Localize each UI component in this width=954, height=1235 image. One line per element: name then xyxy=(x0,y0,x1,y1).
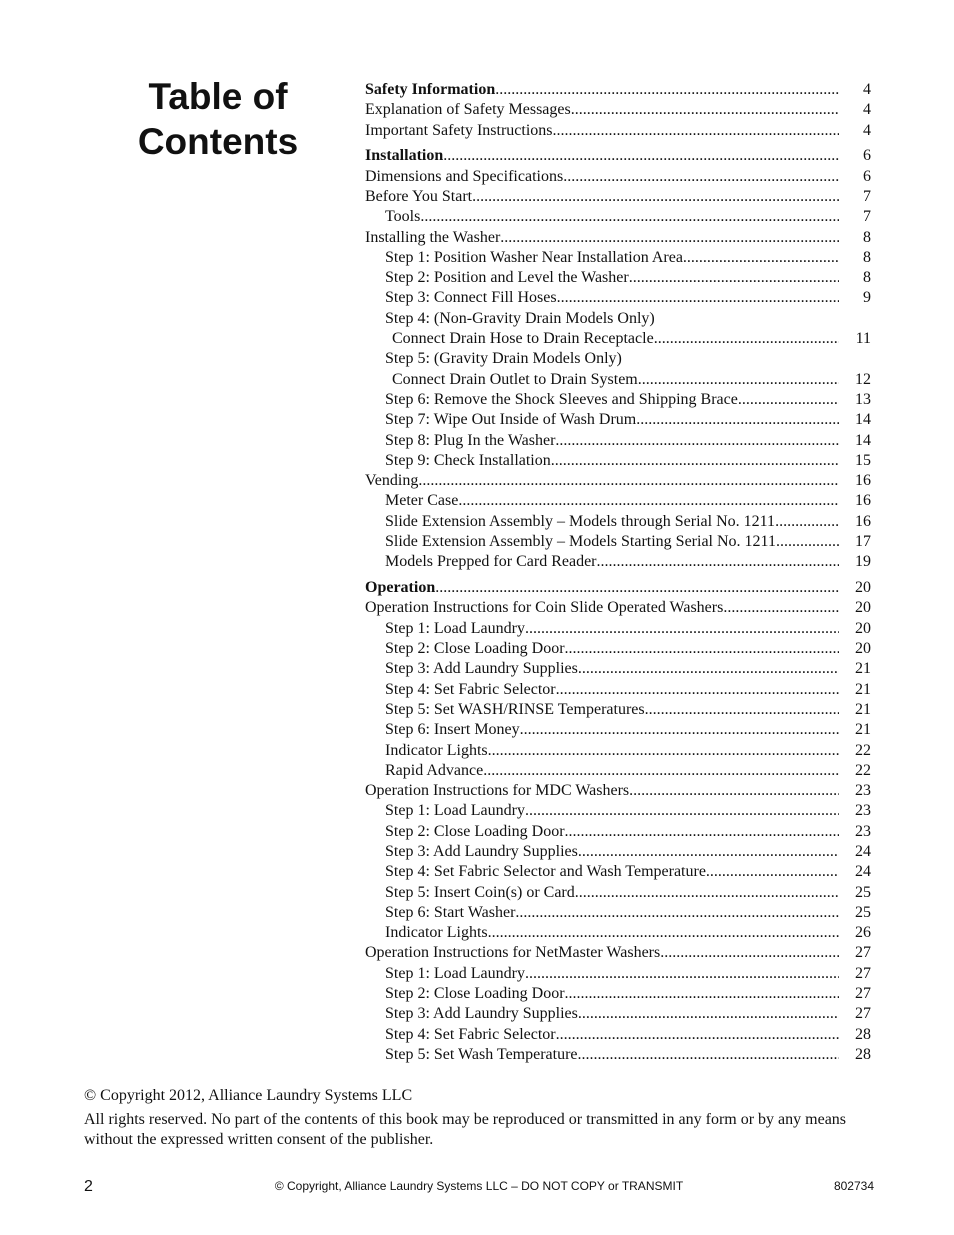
toc-entry[interactable] xyxy=(365,761,871,781)
toc-entry-page: 14 xyxy=(855,411,871,429)
toc-entry[interactable] xyxy=(365,80,871,100)
toc-entry-label: Step 2: Close Loading Door xyxy=(385,985,565,1003)
toc-dot-leader xyxy=(571,100,839,120)
toc-entry[interactable] xyxy=(365,659,871,679)
toc-entry-label: Indicator Lights xyxy=(385,924,488,942)
toc-dot-leader xyxy=(683,248,839,268)
toc-entry-label: Slide Extension Assembly – Models Starting Serial No. 1211 xyxy=(385,533,776,551)
toc-dot-leader xyxy=(629,781,839,801)
toc-entry[interactable] xyxy=(365,720,871,740)
toc-entry-label: Step 4: (Non-Gravity Drain Models Only) xyxy=(385,309,655,327)
toc-entry-label: Operation xyxy=(365,579,436,597)
toc-entry-page: 20 xyxy=(855,599,871,617)
toc-entry-label: Operation Instructions for MDC Washers xyxy=(365,782,630,800)
toc-entry-page: 6 xyxy=(863,167,871,185)
toc-dot-leader xyxy=(500,228,839,248)
toc-entry[interactable] xyxy=(365,491,871,511)
toc-dot-leader xyxy=(654,329,839,349)
toc-entry[interactable] xyxy=(365,268,871,288)
toc-entry-page: 7 xyxy=(863,208,871,226)
toc-entry-page: 21 xyxy=(855,680,871,698)
toc-dot-leader xyxy=(723,598,839,618)
toc-entry[interactable] xyxy=(365,329,871,349)
toc-entry-label: Step 2: Position and Level the Washer xyxy=(385,269,629,287)
toc-entry-page: 9 xyxy=(863,289,871,307)
toc-entry-label: Step 9: Check Installation xyxy=(385,451,551,469)
toc-dot-leader xyxy=(553,121,839,141)
toc-entry-page: 26 xyxy=(855,924,871,942)
toc-dot-leader xyxy=(525,619,839,639)
toc-entry[interactable] xyxy=(365,680,871,700)
toc-entry-label: Step 1: Load Laundry xyxy=(385,619,525,637)
toc-entry-label: Vending xyxy=(365,472,419,490)
toc-entry-page: 28 xyxy=(855,1025,871,1043)
toc-entry[interactable] xyxy=(365,578,871,598)
toc-dot-leader xyxy=(555,431,839,451)
table-of-contents xyxy=(365,80,871,1065)
toc-entry-label: Step 6: Insert Money xyxy=(385,721,520,739)
toc-entry-page: 23 xyxy=(855,782,871,800)
toc-entry[interactable] xyxy=(365,309,871,329)
toc-entry-page: 23 xyxy=(855,802,871,820)
toc-entry-page: 22 xyxy=(855,761,871,779)
toc-dot-leader xyxy=(525,801,839,821)
page-title xyxy=(100,74,336,164)
toc-dot-leader xyxy=(483,761,839,781)
toc-entry[interactable] xyxy=(365,167,871,187)
toc-entry[interactable] xyxy=(365,883,871,903)
toc-entry-label: Step 3: Connect Fill Hoses xyxy=(385,289,557,307)
toc-dot-leader xyxy=(520,720,839,740)
toc-dot-leader xyxy=(776,532,839,552)
toc-entry-page: 24 xyxy=(855,842,871,860)
toc-entry[interactable] xyxy=(365,532,871,552)
toc-dot-leader xyxy=(557,288,839,308)
toc-dot-leader xyxy=(525,964,839,984)
toc-entry-page: 16 xyxy=(855,492,871,510)
toc-entry[interactable] xyxy=(365,370,871,390)
toc-dot-leader xyxy=(515,903,839,923)
toc-entry-label: Operation Instructions for NetMaster Washers xyxy=(365,944,661,962)
page-title-line-2: Contents xyxy=(137,121,299,162)
toc-dot-leader xyxy=(556,680,839,700)
toc-entry[interactable] xyxy=(365,451,871,471)
toc-entry-label: Explanation of Safety Messages xyxy=(365,101,571,119)
toc-entry-page: 12 xyxy=(855,370,871,388)
toc-entry[interactable] xyxy=(365,923,871,943)
toc-entry-page: 4 xyxy=(863,101,871,119)
toc-entry-label: Connect Drain Outlet to Drain System xyxy=(392,370,638,388)
toc-entry-label: Step 6: Remove the Shock Sleeves and Shipping Brace xyxy=(385,390,738,408)
rights-statement: All rights reserved. No part of the contents of this book may be reproduced or transmitted in any form or by any means without the expressed written consent of the publisher. xyxy=(84,1110,847,1148)
toc-entry-label: Safety Information xyxy=(365,81,496,98)
toc-entry[interactable] xyxy=(365,943,871,963)
toc-entry[interactable] xyxy=(365,349,871,369)
toc-entry-page: 16 xyxy=(855,512,871,530)
toc-entry-page: 22 xyxy=(855,741,871,759)
toc-entry-page: 8 xyxy=(863,248,871,266)
toc-entry-page: 25 xyxy=(855,903,871,921)
toc-entry-page: 13 xyxy=(855,390,871,408)
toc-entry-label: Meter Case xyxy=(385,492,459,510)
page-number: 2 xyxy=(84,1178,93,1195)
toc-entry[interactable] xyxy=(365,1025,871,1045)
toc-entry[interactable] xyxy=(365,700,871,720)
toc-dot-leader xyxy=(488,741,839,761)
toc-dot-leader xyxy=(488,923,839,943)
toc-dot-leader xyxy=(629,268,839,288)
toc-entry-page: 17 xyxy=(855,533,871,551)
toc-entry[interactable] xyxy=(365,552,871,572)
toc-entry-label: Step 4: Set Fabric Selector xyxy=(385,680,556,698)
toc-entry-label: Step 5: Set Wash Temperature xyxy=(385,1045,578,1063)
toc-dot-leader xyxy=(551,451,839,471)
toc-entry[interactable] xyxy=(365,288,871,308)
toc-entry-label: Step 5: Insert Coin(s) or Card xyxy=(385,883,575,901)
toc-entry-page: 15 xyxy=(855,451,871,469)
toc-dot-leader xyxy=(565,984,839,1004)
toc-entry-page: 4 xyxy=(863,121,871,139)
toc-dot-leader xyxy=(495,80,839,100)
toc-entry-label: Step 1: Load Laundry xyxy=(385,964,525,982)
toc-entry-label: Indicator Lights xyxy=(385,741,488,759)
toc-entry-page: 8 xyxy=(863,269,871,287)
toc-entry-label: Operation Instructions for Coin Slide Operated Washers xyxy=(365,599,724,617)
toc-entry-page: 11 xyxy=(855,330,871,348)
toc-entry[interactable] xyxy=(365,100,871,120)
toc-entry[interactable] xyxy=(365,639,871,659)
toc-entry-label: Tools xyxy=(385,208,421,226)
toc-entry[interactable] xyxy=(365,1045,871,1065)
toc-entry-page: 27 xyxy=(855,985,871,1003)
toc-entry-label: Step 5: Set WASH/RINSE Temperatures xyxy=(385,700,645,718)
toc-entry-label: Models Prepped for Card Reader xyxy=(385,553,597,571)
toc-entry-page: 20 xyxy=(855,619,871,637)
toc-entry-label: Installing the Washer xyxy=(365,228,501,246)
toc-entry-label: Step 3: Add Laundry Supplies xyxy=(385,660,578,678)
toc-entry[interactable] xyxy=(365,822,871,842)
toc-entry-page: 25 xyxy=(855,883,871,901)
toc-dot-leader xyxy=(578,1004,839,1024)
toc-dot-leader xyxy=(597,552,840,572)
toc-dot-leader xyxy=(458,491,839,511)
toc-dot-leader xyxy=(565,822,839,842)
toc-entry-page: 27 xyxy=(855,1005,871,1023)
toc-entry-label: Step 3: Add Laundry Supplies xyxy=(385,842,578,860)
toc-entry-label: Step 8: Plug In the Washer xyxy=(385,431,556,449)
toc-entry-label: Step 5: (Gravity Drain Models Only) xyxy=(385,350,622,368)
toc-entry[interactable] xyxy=(365,964,871,984)
toc-entry[interactable] xyxy=(365,619,871,639)
toc-dot-leader xyxy=(738,390,839,410)
toc-dot-leader xyxy=(578,659,839,679)
toc-dot-leader xyxy=(706,862,839,882)
toc-entry-page: 4 xyxy=(863,81,871,98)
toc-dot-leader xyxy=(775,512,839,532)
toc-dot-leader xyxy=(578,842,839,862)
toc-dot-leader xyxy=(420,207,839,227)
toc-entry-label: Important Safety Instructions xyxy=(365,121,553,139)
toc-entry[interactable] xyxy=(365,842,871,862)
toc-dot-leader xyxy=(578,1045,839,1065)
toc-entry-page: 16 xyxy=(855,472,871,490)
toc-entry[interactable] xyxy=(365,146,871,166)
toc-entry[interactable] xyxy=(365,512,871,532)
toc-entry[interactable] xyxy=(365,121,871,141)
toc-entry[interactable] xyxy=(365,862,871,882)
toc-entry-page: 23 xyxy=(855,822,871,840)
toc-entry[interactable] xyxy=(365,248,871,268)
toc-entry-page: 7 xyxy=(863,187,871,205)
toc-entry[interactable] xyxy=(365,471,871,491)
toc-dot-leader xyxy=(636,410,839,430)
toc-entry-page: 21 xyxy=(855,660,871,678)
toc-entry[interactable] xyxy=(365,390,871,410)
toc-dot-leader xyxy=(443,146,839,166)
toc-dot-leader xyxy=(645,700,839,720)
toc-entry[interactable] xyxy=(365,903,871,923)
copyright-notice xyxy=(84,1086,874,1151)
toc-entry-label: Step 4: Set Fabric Selector and Wash Temperature xyxy=(385,863,706,881)
toc-dot-leader xyxy=(418,471,839,491)
toc-entry[interactable] xyxy=(365,410,871,430)
toc-entry[interactable] xyxy=(365,187,871,207)
toc-entry-label: Slide Extension Assembly – Models through Serial No. 1211 xyxy=(385,512,776,530)
toc-entry[interactable] xyxy=(365,984,871,1004)
toc-entry-page: 8 xyxy=(863,228,871,246)
toc-dot-leader xyxy=(472,187,839,207)
footer-notice: © Copyright, Alliance Laundry Systems LLC – DO NOT COPY or TRANSMIT xyxy=(274,1179,684,1193)
toc-entry-label: Before You Start xyxy=(365,187,473,205)
toc-dot-leader xyxy=(556,1025,839,1045)
toc-entry[interactable] xyxy=(365,207,871,227)
toc-entry-page: 21 xyxy=(855,700,871,718)
toc-entry-page: 27 xyxy=(855,964,871,982)
toc-entry-label: Step 2: Close Loading Door xyxy=(385,640,565,658)
toc-entry[interactable] xyxy=(365,741,871,761)
toc-entry-page: 20 xyxy=(855,579,871,597)
toc-entry-label: Step 3: Add Laundry Supplies xyxy=(385,1005,578,1023)
page-title-line-1: Table of xyxy=(148,76,288,117)
toc-entry-page: 6 xyxy=(863,147,871,165)
toc-entry-page: 14 xyxy=(855,431,871,449)
toc-entry[interactable] xyxy=(365,598,871,618)
toc-dot-leader xyxy=(435,578,839,598)
toc-entry-label: Dimensions and Specifications xyxy=(365,167,564,185)
toc-entry[interactable] xyxy=(365,801,871,821)
toc-entry-page: 19 xyxy=(855,553,871,571)
toc-entry-label: Rapid Advance xyxy=(385,761,484,779)
toc-entry-label: Connect Drain Hose to Drain Receptacle xyxy=(392,330,654,348)
toc-entry-page: 20 xyxy=(855,640,871,658)
toc-entry-label: Step 1: Position Washer Near Installation Area xyxy=(385,248,683,266)
toc-entry-page: 21 xyxy=(855,721,871,739)
toc-entry[interactable] xyxy=(365,781,871,801)
toc-entry-label: Step 6: Start Washer xyxy=(385,903,516,921)
toc-dot-leader xyxy=(575,883,839,903)
toc-entry[interactable] xyxy=(365,1004,871,1024)
toc-dot-leader xyxy=(565,639,839,659)
toc-entry-label: Step 2: Close Loading Door xyxy=(385,822,565,840)
toc-entry-label: Step 7: Wipe Out Inside of Wash Drum xyxy=(385,411,637,429)
page-footer xyxy=(84,1176,874,1196)
toc-entry-page: 24 xyxy=(855,863,871,881)
toc-entry-page: 28 xyxy=(855,1045,871,1063)
toc-entry[interactable] xyxy=(365,431,871,451)
toc-entry-label: Step 4: Set Fabric Selector xyxy=(385,1025,556,1043)
toc-entry-page: 27 xyxy=(855,944,871,962)
document-number: 802734 xyxy=(833,1179,874,1193)
toc-entry-label: Installation xyxy=(365,147,444,165)
toc-dot-leader xyxy=(638,370,839,390)
toc-dot-leader xyxy=(563,167,839,187)
toc-entry-label: Step 1: Load Laundry xyxy=(385,802,525,820)
toc-entry[interactable] xyxy=(365,228,871,248)
copyright-line: © Copyright 2012, Alliance Laundry Systems LLC xyxy=(84,1087,413,1104)
toc-dot-leader xyxy=(660,943,839,963)
